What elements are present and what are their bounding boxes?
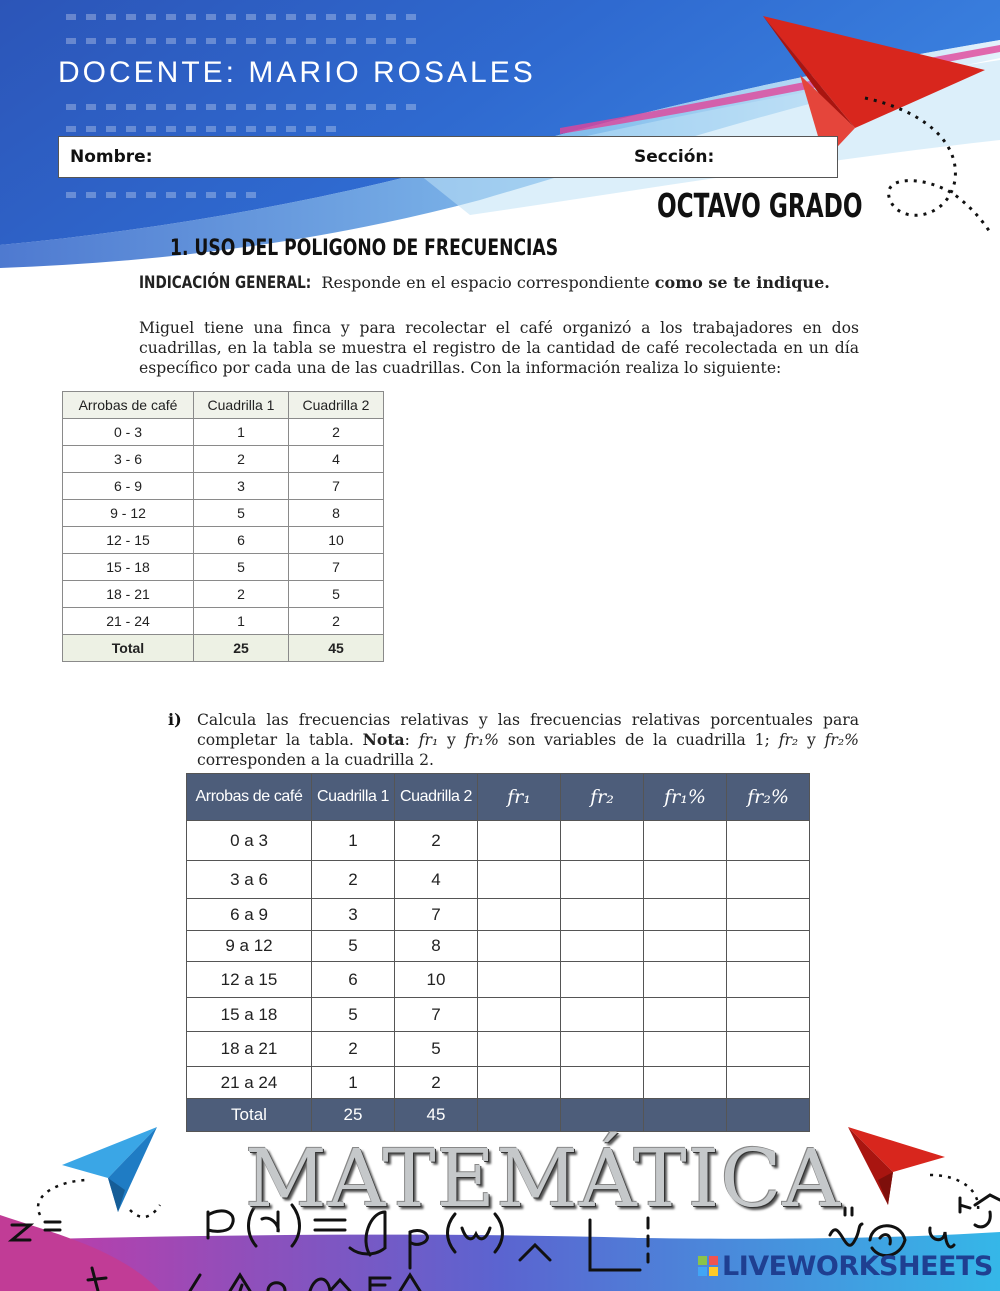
table-cell: 7: [289, 473, 384, 500]
table-cell: 25: [194, 635, 289, 662]
liveworksheets-logo-icon: [698, 1256, 718, 1276]
table-cell: 0 - 3: [63, 419, 194, 446]
table-row: [63, 473, 384, 500]
student-info-box[interactable]: [58, 136, 838, 178]
answer-input-fr2[interactable]: [561, 931, 644, 962]
table-cell: 3: [312, 899, 395, 931]
table-cell: 45: [395, 1099, 478, 1132]
table-row: [187, 1032, 810, 1067]
answer-input-fr2[interactable]: [561, 1032, 644, 1067]
coffee-data-table: [62, 391, 384, 662]
table-cell: 15 - 18: [63, 554, 194, 581]
answer-input-fr2-percent[interactable]: [727, 1032, 810, 1067]
and-word: y: [447, 731, 456, 749]
section-label: Sección:: [634, 147, 715, 167]
table-cell: 3: [194, 473, 289, 500]
answer-input-fr2-percent[interactable]: [727, 861, 810, 899]
instruction-bold: como se te indique.: [654, 273, 830, 292]
table-cell: 3 a 6: [187, 861, 312, 899]
red-paper-plane-small-icon: [848, 1127, 945, 1205]
table-cell: 18 a 21: [187, 1032, 312, 1067]
answer-input-fr1[interactable]: [478, 998, 561, 1032]
grade-title: OCTAVO GRADO: [657, 186, 863, 225]
answer-input-fr1-percent-total[interactable]: [644, 1099, 727, 1132]
table-cell: 2: [312, 861, 395, 899]
table-cell: 7: [395, 899, 478, 931]
table-cell: 45: [289, 635, 384, 662]
var-fr1: fr₁: [418, 731, 439, 749]
answer-input-fr1[interactable]: [478, 962, 561, 998]
instruction-text: Responde en el espacio correspondiente: [321, 273, 650, 292]
name-label: Nombre:: [70, 147, 153, 167]
table-cell: 10: [395, 962, 478, 998]
general-instruction: [139, 273, 830, 293]
table-cell: 6: [312, 962, 395, 998]
table-row: [63, 446, 384, 473]
table-cell: 10: [289, 527, 384, 554]
subject-wordmark: MATEMÁTICA: [245, 1132, 842, 1225]
table-cell: 7: [289, 554, 384, 581]
table-cell: 5: [289, 581, 384, 608]
table-total-row: [187, 1099, 810, 1132]
teacher-name: DOCENTE: MARIO ROSALES: [58, 56, 536, 89]
answer-input-fr1[interactable]: [478, 1032, 561, 1067]
table-cell: 2: [395, 1067, 478, 1099]
answer-input-fr2-percent[interactable]: [727, 931, 810, 962]
table-cell: 5: [194, 554, 289, 581]
table-cell: 1: [194, 608, 289, 635]
table-cell: 5: [312, 931, 395, 962]
table-cell: 0 a 3: [187, 821, 312, 861]
blue-paper-plane-icon: [62, 1127, 157, 1212]
table2-header-fr1-percent: fr₁%: [644, 774, 727, 821]
frequency-answer-table: [186, 773, 810, 1132]
table-cell: 1: [194, 419, 289, 446]
table-cell: 15 a 18: [187, 998, 312, 1032]
answer-input-fr2[interactable]: [561, 899, 644, 931]
table-cell: 6 a 9: [187, 899, 312, 931]
answer-input-fr1-percent[interactable]: [644, 861, 727, 899]
table-cell: 8: [289, 500, 384, 527]
table-cell: 8: [395, 931, 478, 962]
table2-header-fr2-percent: fr₂%: [727, 774, 810, 821]
liveworksheets-brand: [698, 1251, 993, 1282]
answer-input-fr2-percent[interactable]: [727, 1067, 810, 1099]
table-cell: 9 - 12: [63, 500, 194, 527]
section-title: 1. USO DEL POLIGONO DE FRECUENCIAS: [170, 236, 559, 261]
and-word-2: y: [807, 731, 816, 749]
table2-header: Arrobas de café: [187, 774, 312, 821]
table-cell: 5: [395, 1032, 478, 1067]
answer-input-fr2[interactable]: [561, 962, 644, 998]
table-row: [187, 899, 810, 931]
table-cell: 9 a 12: [187, 931, 312, 962]
answer-input-fr1-percent[interactable]: [644, 1032, 727, 1067]
table-cell: 2: [395, 821, 478, 861]
answer-input-fr1-percent[interactable]: [644, 931, 727, 962]
table-row: [63, 419, 384, 446]
answer-input-fr2-percent[interactable]: [727, 899, 810, 931]
table-cell: 4: [289, 446, 384, 473]
table-cell: 12 a 15: [187, 962, 312, 998]
var-fr2-percent: fr₂%: [824, 731, 859, 749]
table2-header: Cuadrilla 2: [395, 774, 478, 821]
table-row: [187, 998, 810, 1032]
answer-input-fr2-percent[interactable]: [727, 962, 810, 998]
table-cell: 5: [194, 500, 289, 527]
question-text-d: corresponden a la cuadrilla 2.: [197, 751, 434, 769]
table1-header: Cuadrilla 1: [194, 392, 289, 419]
answer-input-fr1[interactable]: [478, 931, 561, 962]
table-cell: 25: [312, 1099, 395, 1132]
answer-input-fr2[interactable]: [561, 998, 644, 1032]
answer-input-fr1-percent[interactable]: [644, 962, 727, 998]
table-cell: 2: [312, 1032, 395, 1067]
answer-input-fr1-percent[interactable]: [644, 899, 727, 931]
brand-text: LIVEWORKSHEETS: [722, 1251, 993, 1282]
answer-input-fr1-percent[interactable]: [644, 998, 727, 1032]
table-cell: 2: [289, 419, 384, 446]
answer-input-fr1[interactable]: [478, 861, 561, 899]
table-cell: 1: [312, 1067, 395, 1099]
question-text: [197, 710, 859, 770]
question-text-c: son variables de la cuadrilla 1;: [507, 731, 770, 749]
table2-header-fr2: fr₂: [561, 774, 644, 821]
table-cell: 3 - 6: [63, 446, 194, 473]
table-row: [187, 861, 810, 899]
answer-input-fr1[interactable]: [478, 821, 561, 861]
answer-input-fr2[interactable]: [561, 1067, 644, 1099]
table-cell: 21 - 24: [63, 608, 194, 635]
answer-input-fr2-total[interactable]: [561, 1099, 644, 1132]
var-fr2: fr₂: [778, 731, 799, 749]
answer-input-fr2-percent[interactable]: [727, 998, 810, 1032]
table2-header-fr1: fr₁: [478, 774, 561, 821]
var-fr1-percent: fr₁%: [464, 731, 499, 749]
table-row: [187, 962, 810, 998]
answer-input-fr2-percent-total[interactable]: [727, 1099, 810, 1132]
table-cell: 2: [194, 446, 289, 473]
table-cell: Total: [187, 1099, 312, 1132]
table-cell: 5: [312, 998, 395, 1032]
table-cell: 1: [312, 821, 395, 861]
table-cell: 2: [289, 608, 384, 635]
table-row: [63, 581, 384, 608]
table-cell: Total: [63, 635, 194, 662]
table-cell: 21 a 24: [187, 1067, 312, 1099]
answer-input-fr2[interactable]: [561, 861, 644, 899]
table-cell: 6 - 9: [63, 473, 194, 500]
question-text-a: Calcula las frecuencias relativas y las frecuencias relativas porcentuales para completar la tabla.: [197, 711, 859, 749]
table2-header: Cuadrilla 1: [312, 774, 395, 821]
table1-header: Cuadrilla 2: [289, 392, 384, 419]
table-cell: 6: [194, 527, 289, 554]
table-total-row: [63, 635, 384, 662]
table-cell: 18 - 21: [63, 581, 194, 608]
table1-header: Arrobas de café: [63, 392, 194, 419]
instruction-label: INDICACIÓN GENERAL:: [139, 273, 312, 293]
intro-paragraph: Miguel tiene una finca y para recolectar el café organizó a los trabajadores en dos cuadrillas, en la tabla se muestra el registro de la cantidad de café recolectada en un día específico por cada una de las cuadrillas. Con la información realiza lo siguiente:: [139, 319, 859, 377]
note-label: Nota: [362, 730, 405, 749]
answer-input-fr1[interactable]: [478, 1067, 561, 1099]
note-colon: :: [404, 731, 410, 749]
answer-input-fr2-percent[interactable]: [727, 821, 810, 861]
answer-input-fr2[interactable]: [561, 821, 644, 861]
table-row: [187, 821, 810, 861]
table-row: [63, 608, 384, 635]
table-row: [63, 527, 384, 554]
table-row: [187, 931, 810, 962]
table-row: [63, 500, 384, 527]
answer-input-fr1-percent[interactable]: [644, 821, 727, 861]
answer-input-fr1[interactable]: [478, 899, 561, 931]
table-row: [63, 554, 384, 581]
question-number: i): [168, 710, 182, 729]
table-cell: 12 - 15: [63, 527, 194, 554]
table-cell: 4: [395, 861, 478, 899]
answer-input-fr1-total[interactable]: [478, 1099, 561, 1132]
answer-input-fr1-percent[interactable]: [644, 1067, 727, 1099]
table-cell: 7: [395, 998, 478, 1032]
table-cell: 2: [194, 581, 289, 608]
table-row: [187, 1067, 810, 1099]
